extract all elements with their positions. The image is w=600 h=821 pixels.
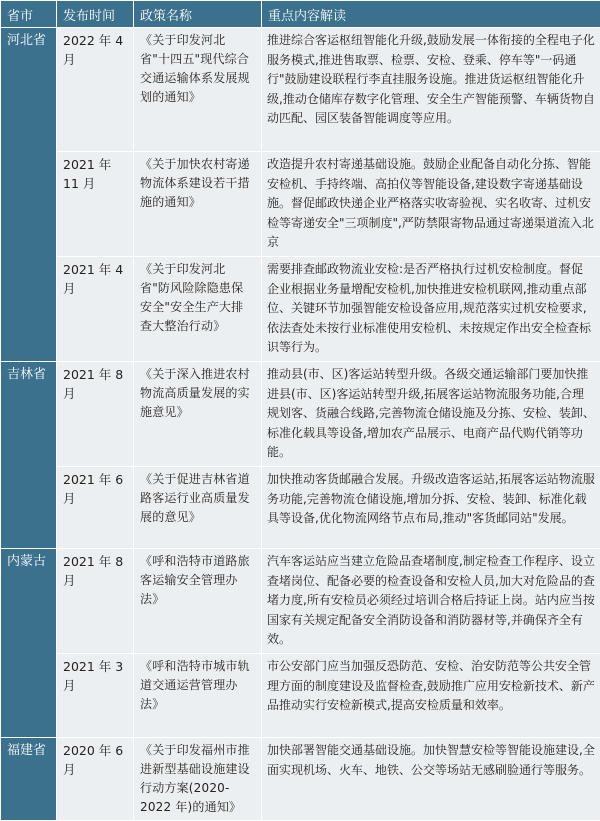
policy-name-cell: 《关于印发河北省"十四五"现代综合交通运输体系发展规划的通知》 bbox=[134, 28, 262, 152]
date-cell: 2021 年 8 月 bbox=[57, 548, 134, 653]
province-cell: 福建省 bbox=[1, 737, 57, 820]
policy-name-cell: 《关于印发福州市推进新型基础设施建设行动方案(2020-2022 年)的通知》 bbox=[134, 737, 262, 820]
content-cell: 加快部署智能交通基础设施。加快智慧安检等智能设施建设,全面实现机场、火车、地铁、公交等场站无感刷脸通行等服务。 bbox=[262, 737, 600, 820]
table-row bbox=[1, 737, 600, 820]
policy-name-cell: 《关于促进吉林省道路客运行业高质量发展的意见》 bbox=[134, 466, 262, 548]
table-header-row bbox=[1, 1, 600, 28]
province-cell: 内蒙古 bbox=[1, 548, 57, 737]
date-cell: 2020 年 6 月 bbox=[57, 737, 134, 820]
content-cell: 汽车客运站应当建立危险品查堵制度,制定检查工作程序、设立查堵岗位、配备必要的检查设备和安检人员,加大对危险品的查堵力度,所有安检员必须经过培训合格后持证上岗。站内应当按国家有关规定配备安全消防设备和消防器材等,并确保齐全有效。 bbox=[262, 548, 600, 653]
table-row bbox=[1, 466, 600, 548]
table-row bbox=[1, 653, 600, 737]
table-row bbox=[1, 152, 600, 257]
date-cell: 2022 年 4 月 bbox=[57, 28, 134, 152]
date-cell: 2021 年 11 月 bbox=[57, 152, 134, 257]
content-cell: 推动县(市、区)客运站转型升级。各级交通运输部门要加快推进县(市、区)客运站转型升级,拓展客运站物流服务功能,合理规划客、货融合线路,完善物流仓储设施及分拣、安检、装卸、标准化载具等设备,增加农产品展示、电商产品代购代销等功能。 bbox=[262, 361, 600, 466]
date-cell: 2021 年 6 月 bbox=[57, 466, 134, 548]
header-policy-name: 政策名称 bbox=[134, 1, 262, 28]
content-cell: 推进综合客运枢纽智能化升级,鼓励发展一体衔接的全程电子化服务模式,推进售取票、检票、安检、登乘、停车等"一码通行"鼓励建设联程行李直挂服务设施。推进货运枢纽智能化升级,推动仓储库存数字化管理、安全生产智能预警、车辆货物自动匹配、园区装备智能调度等应用。 bbox=[262, 28, 600, 152]
date-cell: 2021 年 3 月 bbox=[57, 653, 134, 737]
table-row bbox=[1, 548, 600, 653]
header-date: 发布时间 bbox=[57, 1, 134, 28]
date-cell: 2021 年 4 月 bbox=[57, 256, 134, 361]
table-row bbox=[1, 361, 600, 466]
content-cell: 改造提升农村寄递基础设施。鼓励企业配备自动化分拣、智能安检机、手持终端、高拍仪等智能设备,建设数字寄递基础设施。督促邮政快递企业严格落实收寄验视、实名收寄、过机安检等寄递安全"三项制度",严防禁限寄物品通过寄递渠道流入北京 bbox=[262, 152, 600, 257]
content-cell: 市公安部门应当加强反恐防范、安检、治安防范等公共安全管理方面的制度建设及监督检查,鼓励推广应用安检新技术、新产品推动实行安检新模式,提高安检质量和效率。 bbox=[262, 653, 600, 737]
content-cell: 加快推动客货邮融合发展。升级改造客运站,拓展客运站物流服务功能,完善物流仓储设施,增加分拆、安检、装卸、标准化载具等设备,优化物流网络节点布局,推动"客货邮同站"发展。 bbox=[262, 466, 600, 548]
province-cell: 河北省 bbox=[1, 28, 57, 362]
policy-name-cell: 《关于加快农村寄递物流体系建设若干措施的通知》 bbox=[134, 152, 262, 257]
header-key-content: 重点内容解读 bbox=[262, 1, 600, 28]
province-cell: 吉林省 bbox=[1, 361, 57, 548]
table-row bbox=[1, 256, 600, 361]
date-cell: 2021 年 8 月 bbox=[57, 361, 134, 466]
content-cell: 需要排查邮政物流业安检:是否严格执行过机安检制度。督促企业根据业务量增配安检机,加快推进安检机联网,推动重点部位、关键环节加强智能安检设备应用,规范落实过机安检要求,依法查处未按行业标准使用安检机、未按规定作出安全检查标识等行为。 bbox=[262, 256, 600, 361]
header-province: 省市 bbox=[1, 1, 57, 28]
policy-name-cell: 《关于印发河北省"防风险除隐患保安全"安全生产大排查大整治行动》 bbox=[134, 256, 262, 361]
policy-name-cell: 《关于深入推进农村物流高质量发展的实施意见》 bbox=[134, 361, 262, 466]
table-row bbox=[1, 28, 600, 152]
policy-name-cell: 《呼和浩特市道路旅客运输安全管理办法》 bbox=[134, 548, 262, 653]
policy-name-cell: 《呼和浩特市城市轨道交通运营管理办法》 bbox=[134, 653, 262, 737]
